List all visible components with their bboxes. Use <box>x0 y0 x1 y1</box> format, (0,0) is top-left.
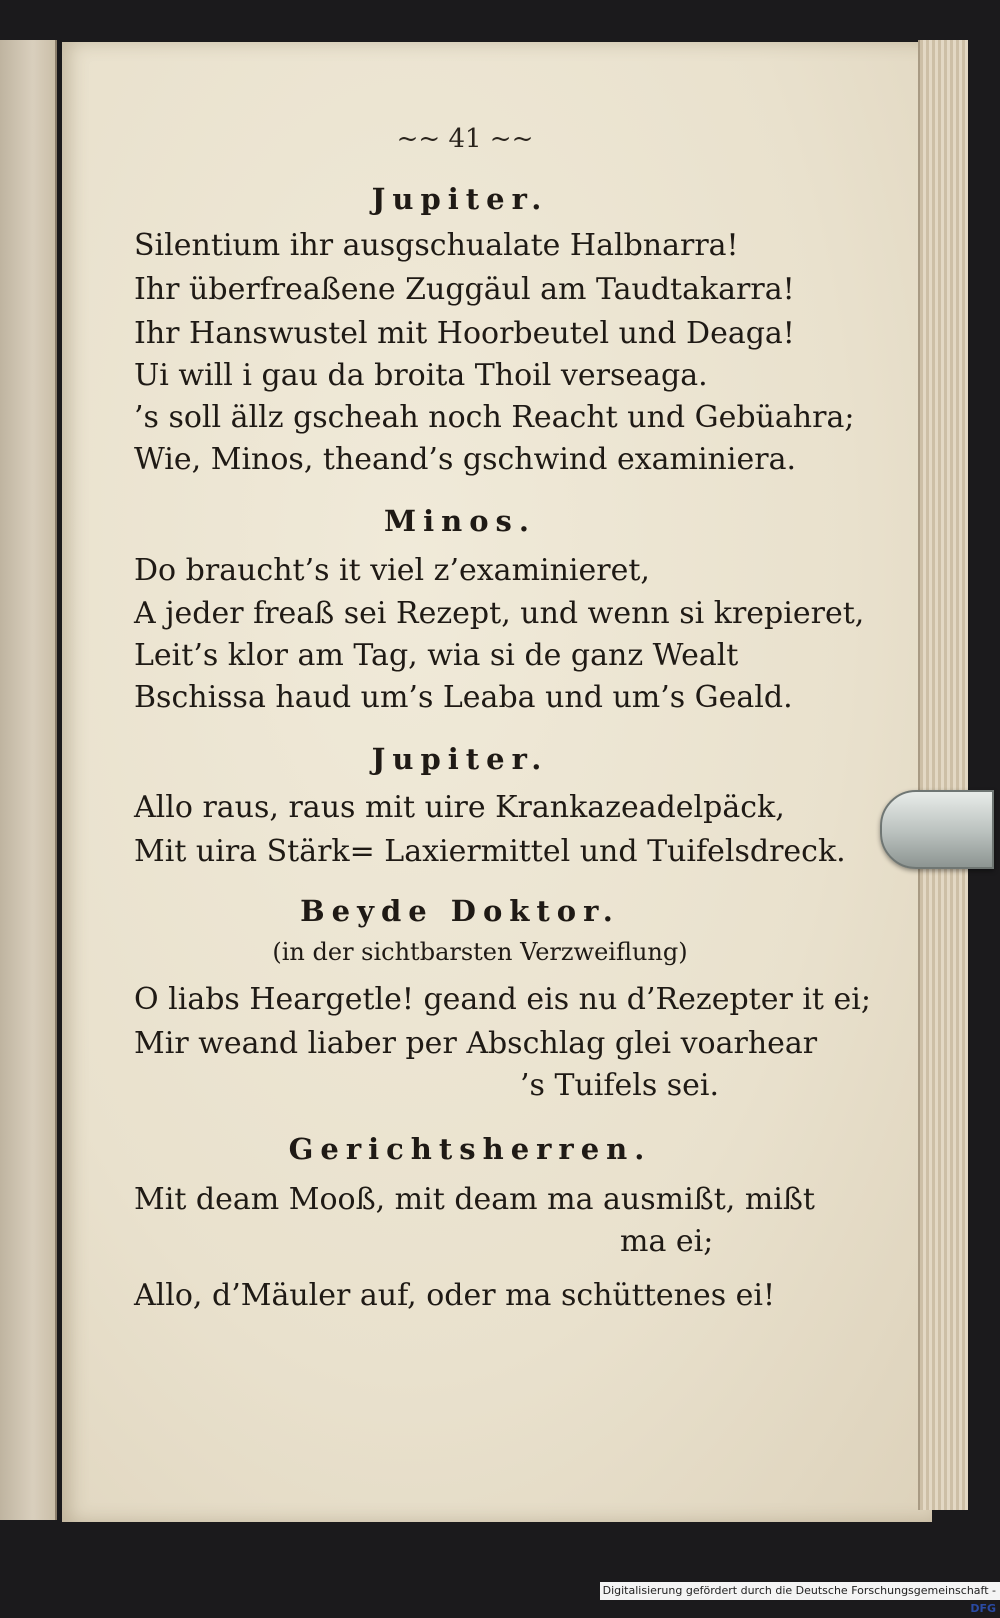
left-page-edge <box>0 40 57 1520</box>
verse-line: ’s soll ällz gscheah noch Reacht und Gebüahra; <box>134 400 855 435</box>
speaker-name: Jupiter. <box>371 742 549 776</box>
speaker-name: Beyde Doktor. <box>300 894 620 928</box>
credit-text: Digitalisierung gefördert durch die Deutsche Forschungsgemeinschaft - <box>602 1584 996 1597</box>
page-number-header: ~~ 41 ~~ <box>396 124 534 154</box>
verse-line: Ui will i gau da broita Thoil verseaga. <box>134 358 708 393</box>
verse-line: Silentium ihr ausgschualate Halbnarra! <box>134 228 739 263</box>
book-clamp <box>880 790 994 869</box>
verse-line: ’s Tuifels sei. <box>520 1068 720 1103</box>
verse-line: Leit’s klor am Tag, wia si de ganz Wealt <box>134 638 739 673</box>
verse-line: Mir weand liaber per Abschlag glei voarhear <box>134 1026 818 1061</box>
verse-line: ma ei; <box>620 1224 714 1259</box>
verse-line: Wie, Minos, theand’s gschwind examiniera. <box>134 442 796 477</box>
verse-line: Ihr überfreaßene Zuggäul am Taudtakarra! <box>134 272 795 307</box>
verse-line: Ihr Hanswustel mit Hoorbeutel und Deaga! <box>134 316 795 351</box>
verse-line: Mit deam Mooß, mit deam ma ausmißt, mißt <box>134 1182 815 1217</box>
page-stack-edge <box>918 40 968 1510</box>
speaker-name: Minos. <box>384 504 536 538</box>
verse-line: Allo raus, raus mit uire Krankazeadelpäck, <box>134 790 785 825</box>
verse-line: Allo, d’Mäuler auf, oder ma schüttenes ei! <box>134 1278 776 1313</box>
verse-line: A jeder freaß sei Rezept, und wenn si krepieret, <box>134 596 865 631</box>
speaker-name: Jupiter. <box>371 182 549 216</box>
verse-line: Do braucht’s it viel z’examinieret, <box>134 553 650 588</box>
digitization-credit <box>600 1582 1000 1615</box>
stage-direction: (in der sichtbarsten Verzweiflung) <box>272 938 688 966</box>
speaker-name: Gerichtsherren. <box>288 1132 652 1166</box>
verse-line: O liabs Heargetle! geand eis nu d’Rezepter it ei; <box>134 982 871 1017</box>
dfg-logo: DFG <box>970 1602 996 1615</box>
verse-line: Mit uira Stärk= Laxiermittel und Tuifelsdreck. <box>134 834 846 869</box>
verse-line: Bschissa haud um’s Leaba und um’s Geald. <box>134 680 793 715</box>
